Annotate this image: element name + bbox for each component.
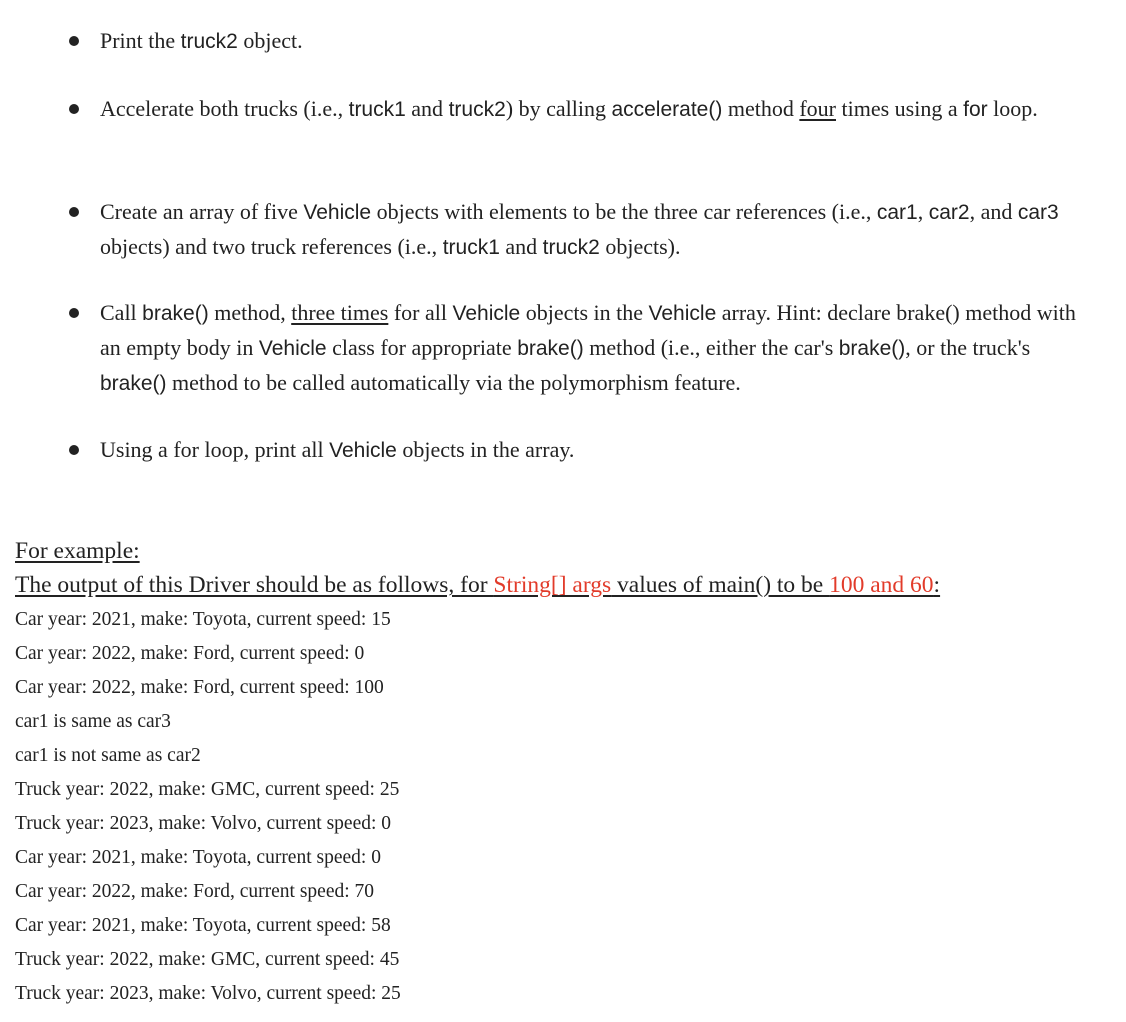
bullet-dot [69, 207, 79, 217]
code-term: truck1 [442, 236, 500, 259]
code-term: Vehicle [258, 337, 327, 360]
code-term: accelerate() [611, 98, 723, 121]
code-term: car1 [876, 201, 918, 224]
bullet-call-brake [100, 296, 1100, 401]
text-run: objects with elements to be the three car references (i.e., [371, 199, 877, 224]
emphasis-run: four [799, 96, 836, 121]
text-run: class for appropriate [326, 335, 518, 360]
bullet-dot [69, 36, 79, 46]
text-run: The output of this Driver should be as follows, for [15, 572, 494, 598]
text-run: object. [237, 28, 303, 53]
bullet-create-array [100, 195, 1100, 265]
emphasis-run: three times [291, 300, 389, 325]
text-run: array. Hint: declare brake() method with an empty body in [100, 300, 1076, 360]
text-run: Print the [100, 28, 181, 53]
text-run: , and [969, 199, 1018, 224]
text-run: Create an array of five [100, 199, 304, 224]
code-term: truck2 [542, 236, 600, 259]
bullet-print-array [100, 433, 1100, 468]
output-line: Car year: 2021, make: Toyota, current speed: 58 [15, 915, 391, 936]
code-term: brake() [838, 337, 906, 360]
code-term: truck1 [348, 98, 406, 121]
output-line: car1 is same as car3 [15, 711, 171, 732]
text-run: method [722, 96, 800, 121]
code-term: Vehicle [303, 201, 372, 224]
code-term: car2 [928, 201, 970, 224]
text-run: objects). [599, 234, 681, 259]
text-run: loop. [987, 96, 1038, 121]
example-heading: For example: [15, 538, 140, 564]
code-term: brake() [142, 302, 209, 325]
text-run: method (i.e., either the car's [583, 335, 839, 360]
text-run: objects) and two truck references (i.e., [100, 234, 443, 259]
output-line: Truck year: 2022, make: GMC, current speed: 25 [15, 779, 400, 800]
text-run: Using a for loop, print all [100, 437, 330, 462]
text-run: values of main() to be [611, 572, 830, 598]
code-term: truck2 [448, 98, 506, 121]
highlight-run: String[] args [493, 572, 612, 598]
bullet-dot [69, 104, 79, 114]
output-line: car1 is not same as car2 [15, 745, 201, 766]
output-line: Truck year: 2022, make: GMC, current speed: 45 [15, 949, 400, 970]
bullet-dot [69, 308, 79, 318]
output-line: Car year: 2021, make: Toyota, current speed: 0 [15, 847, 381, 868]
code-term: brake() [517, 337, 584, 360]
output-line: Car year: 2022, make: Ford, current speed: 0 [15, 643, 365, 664]
text-run: and [405, 96, 449, 121]
example-intro [15, 570, 940, 600]
output-line: Car year: 2022, make: Ford, current speed: 100 [15, 677, 384, 698]
output-line: Car year: 2022, make: Ford, current speed: 70 [15, 881, 375, 902]
code-term: car3 [1017, 201, 1059, 224]
text-run: times using a [836, 96, 964, 121]
text-run: method, [208, 300, 292, 325]
bullet-dot [69, 445, 79, 455]
text-run: for all [388, 300, 453, 325]
output-line: Truck year: 2023, make: Volvo, current speed: 25 [15, 983, 401, 1004]
text-run: : [933, 572, 941, 598]
text-run: and [499, 234, 543, 259]
text-run: Call [100, 300, 143, 325]
text-run: , [917, 199, 929, 224]
output-line: Car year: 2021, make: Toyota, current speed: 15 [15, 609, 391, 630]
text-run: objects in the [520, 300, 649, 325]
code-term: Vehicle [452, 302, 521, 325]
text-run: ) by calling [505, 96, 612, 121]
code-term: truck2 [180, 30, 238, 53]
bullet-accelerate-trucks [100, 92, 1100, 127]
output-line: Truck year: 2023, make: Volvo, current speed: 0 [15, 813, 392, 834]
code-term: for [963, 98, 988, 121]
text-run: method to be called automatically via the polymorphism feature. [166, 370, 741, 395]
text-run: , or the truck's [905, 335, 1031, 360]
text-run: objects in the array. [396, 437, 575, 462]
text-run: Accelerate both trucks (i.e., [100, 96, 349, 121]
code-term: Vehicle [329, 439, 397, 462]
code-term: Vehicle [648, 302, 717, 325]
code-term: brake() [100, 372, 167, 395]
highlight-run: 100 and 60 [829, 572, 934, 598]
bullet-print-truck2 [100, 24, 1100, 59]
